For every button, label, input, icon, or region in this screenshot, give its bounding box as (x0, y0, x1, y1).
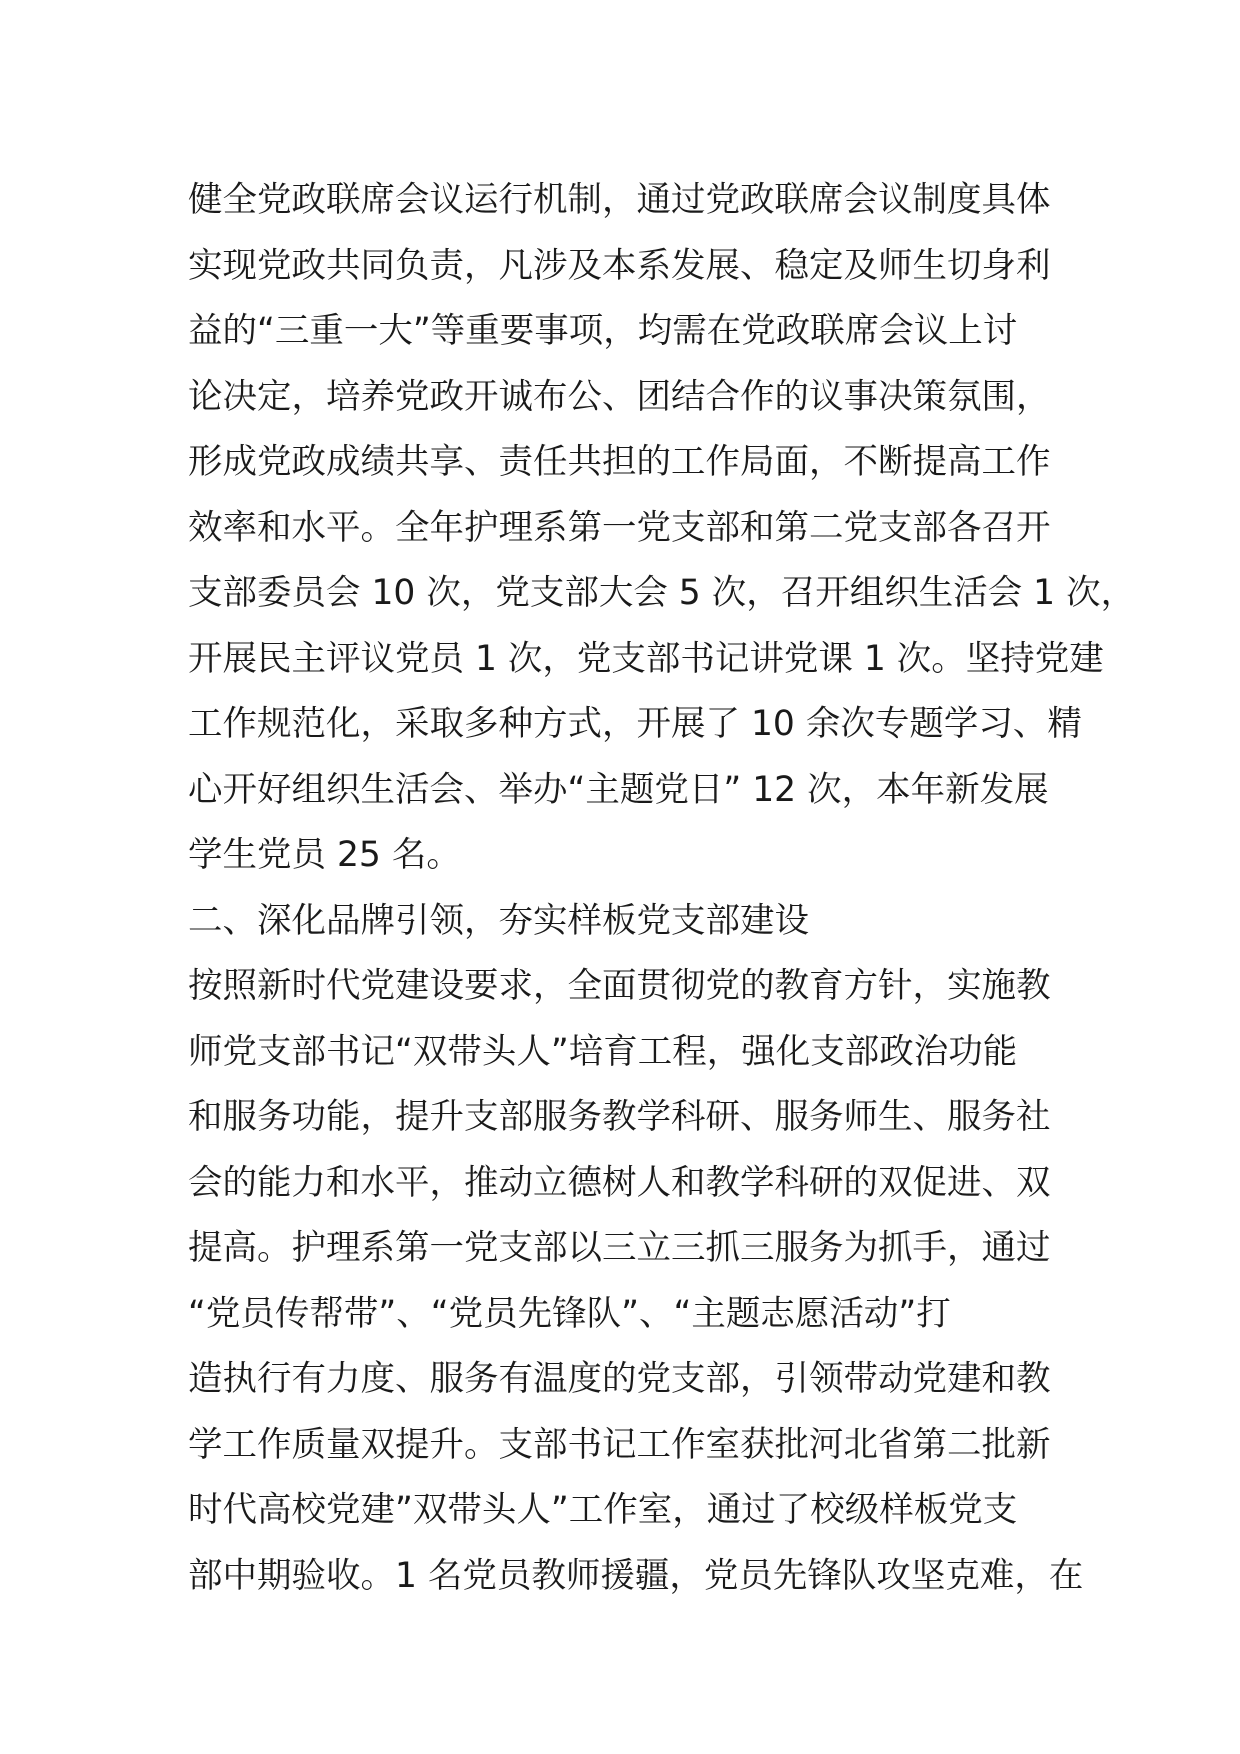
text-line: 开展民主评议党员 1 次，党支部书记讲党课 1 次。坚持党建 (188, 638, 1104, 679)
text-line: 部中期验收。1 名党员教师援疆，党员先锋队攻坚克难，在 (188, 1555, 1084, 1596)
text-line: 师党支部书记“双带头人”培育工程，强化支部政治功能 (188, 1031, 1018, 1072)
body-text (188, 168, 1136, 1609)
section-heading: 二、深化品牌引领，夯实样板党支部建设 (188, 900, 809, 941)
text-line: 心开好组织生活会、举办“主题党日” 12 次，本年新发展 (188, 769, 1049, 810)
text-line: 按照新时代党建设要求，全面贯彻党的教育方针，实施教 (188, 966, 1051, 1006)
text-line: 工作规范化，采取多种方式，开展了 10 余次专题学习、精 (188, 704, 1082, 744)
text-line: 造执行有力度、服务有温度的党支部，引领带动党建和教 (188, 1359, 1051, 1399)
text-line: “党员传帮带”、“党员先锋队”、“主题志愿活动”打 (188, 1293, 951, 1334)
text-line: 和服务功能，提升支部服务教学科研、服务师生、服务社 (188, 1097, 1051, 1137)
text-line: 形成党政成绩共享、责任共担的工作局面，不断提高工作 (188, 442, 1051, 482)
text-line: 提高。护理系第一党支部以三立三抓三服务为抓手，通过 (188, 1228, 1051, 1268)
text-line: 效率和水平。全年护理系第一党支部和第二党支部各召开 (188, 507, 1051, 548)
text-line: 实现党政共同负责，凡涉及本系发展、稳定及师生切身利 (188, 245, 1051, 286)
text-line: 益的“三重一大”等重要事项，均需在党政联席会议上讨 (188, 311, 1018, 351)
text-line: 论决定，培养党政开诚布公、团结合作的议事决策氛围， (188, 376, 1051, 417)
text-line: 健全党政联席会议运行机制，通过党政联席会议制度具体 (188, 180, 1051, 220)
text-line: 学生党员 25 名。 (188, 835, 461, 875)
text-line: 支部委员会 10 次，党支部大会 5 次，召开组织生活会 1 次， (188, 573, 1136, 613)
text-line: 学工作质量双提升。支部书记工作室获批河北省第二批新 (188, 1424, 1051, 1465)
text-line: 会的能力和水平，推动立德树人和教学科研的双促进、双 (188, 1162, 1051, 1203)
text-line: 时代高校党建”双带头人”工作室，通过了校级样板党支 (188, 1490, 1018, 1530)
